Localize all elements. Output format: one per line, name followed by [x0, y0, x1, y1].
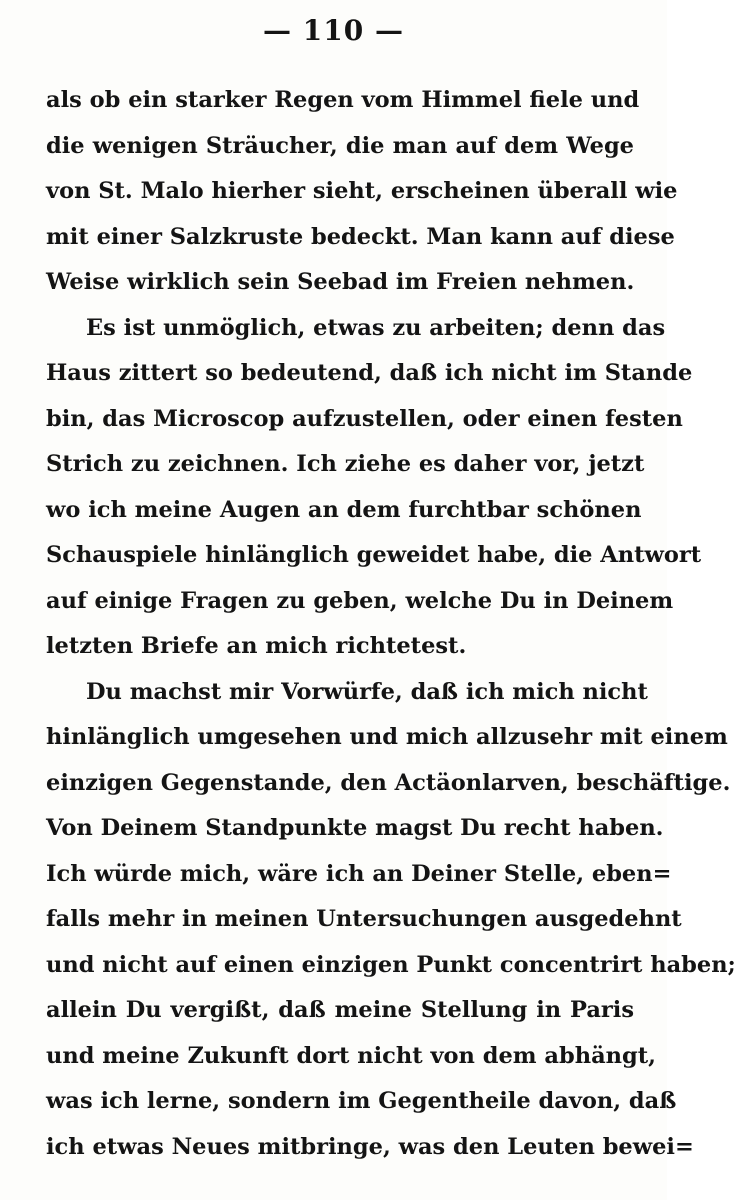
- text-line: Du machst mir Vorwürfe, daß ich mich nicht: [86, 678, 648, 705]
- text-line: mit einer Salzkruste bedeckt. Man kann auf diese: [46, 223, 675, 250]
- text-line: Weise wirklich sein Seebad im Freien nehmen.: [46, 269, 635, 295]
- text-line: falls mehr in meinen Untersuchungen ausgedehnt: [46, 906, 682, 932]
- text-line: Schauspiele hinlänglich geweidet habe, die Antwort: [46, 542, 702, 568]
- text-line: allein Du vergißt, daß meine Stellung in Paris: [46, 997, 634, 1023]
- text-line: Haus zittert so bedeutend, daß ich nicht im Stande: [46, 360, 693, 386]
- text-line: von St. Malo hierher sieht, erscheinen überall wie: [46, 178, 678, 204]
- text-line: die wenigen Sträucher, die man auf dem Wege: [46, 132, 634, 159]
- text-line: hinlänglich umgesehen und mich allzusehr mit einem: [46, 724, 728, 750]
- text-line: bin, das Microscop aufzustellen, oder einen festen: [46, 405, 683, 432]
- text-line: ich etwas Neues mitbringe, was den Leuten bewei=: [46, 1133, 694, 1160]
- text-line: Es ist unmöglich, etwas zu arbeiten; denn das: [86, 314, 666, 341]
- text-line: einzigen Gegenstande, den Actäonlarven, beschäftige.: [46, 769, 731, 796]
- text-line: was ich lerne, sondern im Gegentheile davon, daß: [46, 1088, 677, 1114]
- text-line: und meine Zukunft dort nicht von dem abhängt,: [46, 1042, 656, 1069]
- text-line: Ich würde mich, wäre ich an Deiner Stelle, eben=: [46, 860, 672, 887]
- body-text: [46, 78, 736, 1170]
- text-line: Strich zu zeichnen. Ich ziehe es daher vor, jetzt: [46, 451, 645, 477]
- text-line: als ob ein starker Regen vom Himmel fiele und: [46, 87, 640, 113]
- text-line: wo ich meine Augen an dem furchtbar schönen: [46, 496, 642, 523]
- text-line: Von Deinem Standpunkte magst Du recht haben.: [46, 815, 664, 841]
- text-line: auf einige Fragen zu geben, welche Du in Deinem: [46, 587, 674, 614]
- text-line: und nicht auf einen einzigen Punkt concentrirt haben;: [46, 951, 736, 978]
- text-line: letzten Briefe an mich richtetest.: [46, 633, 467, 659]
- page-number: — 110 —: [263, 14, 404, 47]
